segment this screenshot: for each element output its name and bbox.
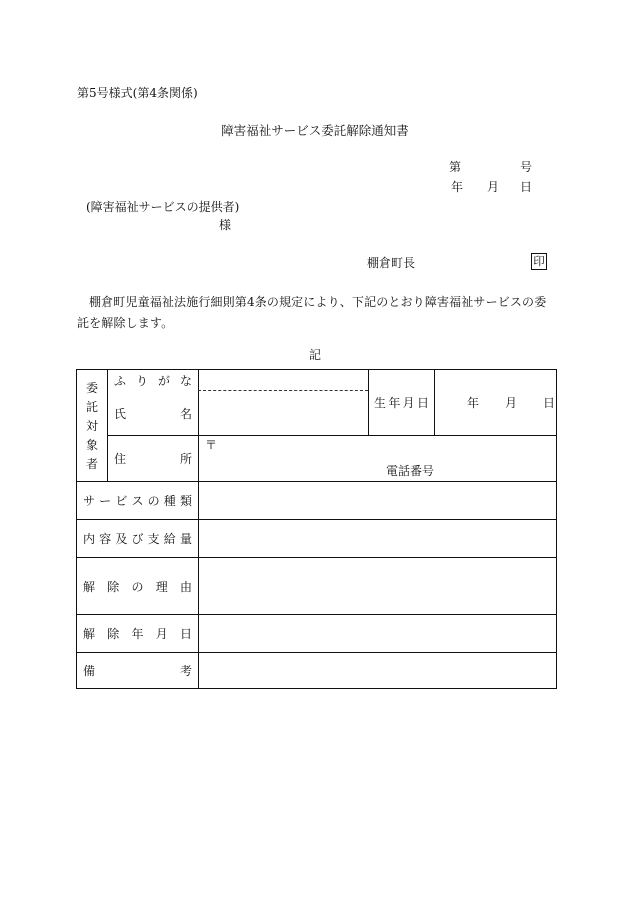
furigana-field[interactable] [199, 370, 368, 390]
service-type-field[interactable] [199, 482, 556, 519]
birthdate-label: 生 年 月 日 [374, 396, 429, 410]
remarks-field[interactable] [199, 653, 556, 688]
seal-stamp: 印 [531, 253, 547, 270]
document-title: 障害福祉サービス委託解除通知書 [221, 123, 409, 138]
cancel-date-label: 解 除 年 月 日 [83, 627, 192, 641]
date-month-label: 月 [487, 180, 500, 194]
remarks-label: 備 考 [83, 664, 192, 678]
addressee-provider: (障害福祉サービスの提供者) [86, 200, 240, 214]
notice-table [76, 369, 557, 689]
target-person-label: 委 託 対 象 者 [85, 380, 98, 471]
form-number-label: 第5号様式(第4条関係) [77, 86, 198, 100]
content-amount-field[interactable] [199, 520, 556, 557]
name-label: 氏 名 [114, 406, 192, 421]
birthdate-field[interactable]: 年 月 日 [467, 396, 556, 410]
content-amount-label: 内 容 及 び 支 給 量 [83, 532, 192, 546]
service-type-label: サ ー ビ ス の 種 類 [83, 494, 192, 508]
doc-number-suffix: 号 [520, 160, 533, 174]
doc-number-prefix: 第 [449, 160, 462, 174]
name-field[interactable] [199, 391, 368, 435]
addressee-honorific: 様 [219, 218, 232, 232]
cancel-date-field[interactable] [199, 615, 556, 652]
postal-mark: 〒 [205, 438, 218, 452]
address-field[interactable] [199, 436, 556, 481]
sender-mayor: 棚倉町長 [367, 256, 416, 270]
reason-field[interactable] [199, 558, 556, 614]
date-day-label: 日 [520, 180, 533, 194]
address-label: 住 所 [114, 452, 192, 466]
furigana-label: ふ り が な [114, 373, 192, 388]
reason-label: 解 除 の 理 由 [83, 579, 192, 594]
body-text: 棚倉町児童福祉法施行細則第4条の規定により、下記のとおり障害福祉サービスの委託を解除します。 [77, 295, 547, 330]
phone-label: 電話番号 [386, 464, 435, 478]
date-year-label: 年 [451, 180, 464, 194]
ki-heading: 記 [308, 348, 321, 362]
